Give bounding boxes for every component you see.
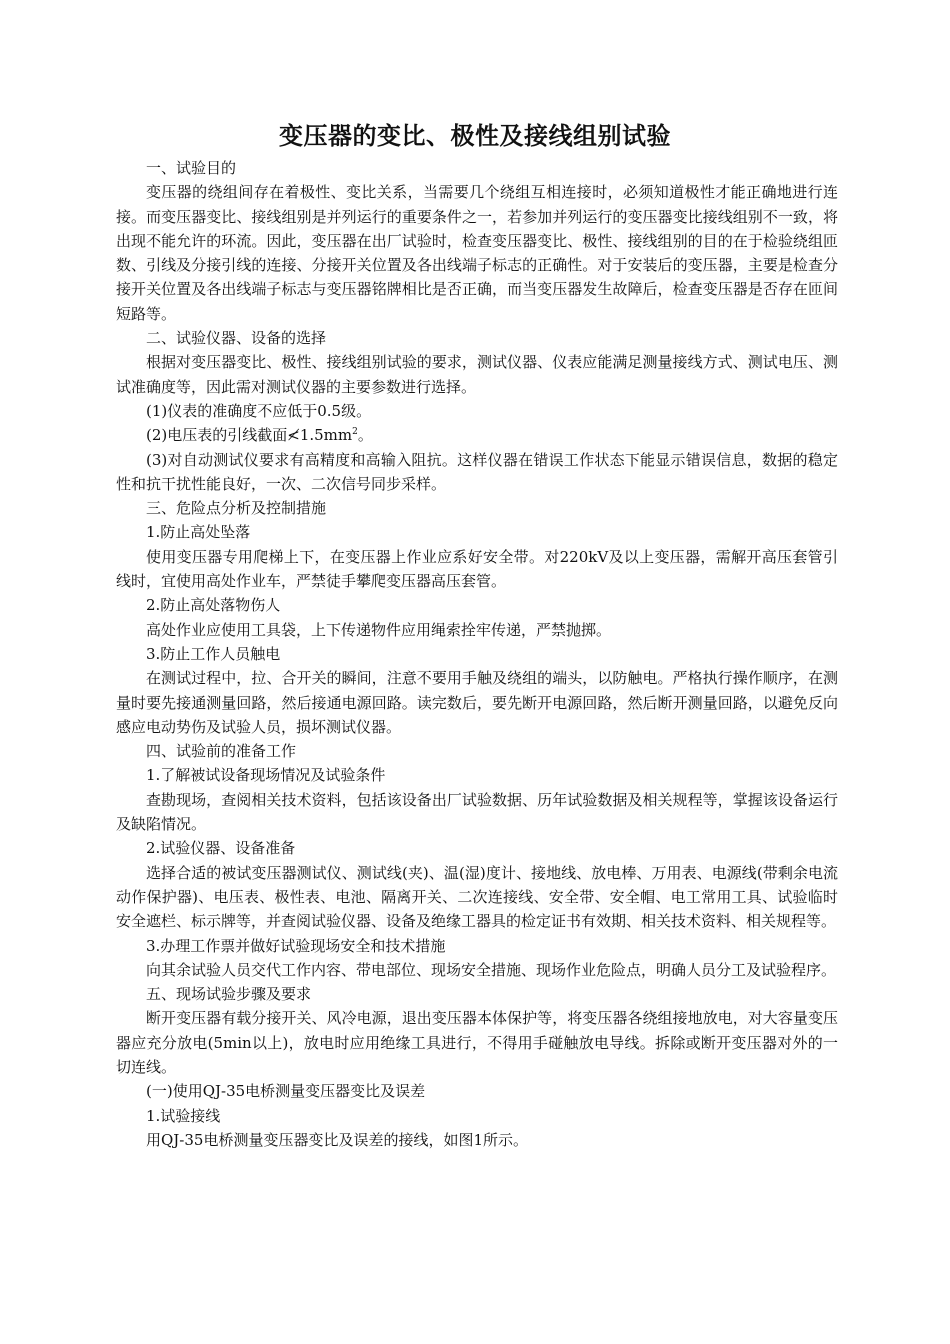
paragraph: 使用变压器专用爬梯上下，在变压器上作业应系好安全带。对220kV及以上变压器，需解开高压套管引线时，宜使用高处作业车，严禁徒手攀爬变压器高压套管。 xyxy=(116,547,838,591)
list-item: (3)对自动测试仪要求有高精度和高输入阻抗。这样仪器在错误工作状态下能显示错误信息，数据的稳定性和抗干扰性能良好，一次、二次信号同步采样。 xyxy=(116,450,838,493)
superscript: 2 xyxy=(352,427,358,438)
list-item xyxy=(116,423,838,447)
paragraph: 查勘现场，查阅相关技术资料，包括该设备出厂试验数据、历年试验数据及相关规程等，掌握该设备运行及缺陷情况。 xyxy=(116,790,838,834)
paragraph: 用QJ-35电桥测量变压器变比及误差的接线，如图1所示。 xyxy=(146,1130,529,1149)
subsection-heading: 1.防止高处坠落 xyxy=(146,523,251,542)
subsection-heading: (一)使用QJ-35电桥测量变压器变比及误差 xyxy=(146,1082,426,1101)
section-heading: 三、危险点分析及控制措施 xyxy=(146,499,327,518)
paragraph: 断开变压器有载分接开关、风冷电源，退出变压器本体保护等，将变压器各绕组接地放电，对大容量变压器应充分放电(5min以上)，放电时应用绝缘工具进行，不得用手碰触放电导线。拆除或断开变压器对外的一切连线。 xyxy=(116,1009,838,1076)
list-item-tail: 。 xyxy=(357,426,373,445)
document-title: 变压器的变比、极性及接线组别试验 xyxy=(279,122,671,150)
paragraph: 向其余试验人员交代工作内容、带电部位、现场安全措施、现场作业危险点，明确人员分工及试验程序。 xyxy=(146,960,837,979)
paragraph: 变压器的绕组间存在着极性、变比关系，当需要几个绕组互相连接时，必须知道极性才能正确地进行连接。而变压器变比、接线组别是并列运行的重要条件之一，若参加并列运行的变压器变比接线组别不一致，将出现不能允许的环流。因此，变压器在出厂试验时，检查变压器变比、极性、接线组别的目的在于检验绕组匝数、引线及分接引线的连接、分接开关位置及各出线端子标志的正确性。对于安装后的变压器，主要是检查分接开关位置及各出线端子标志与变压器铭牌相比是否正确，而当变压器发生故障后，检查变压器是否存在匝间短路等。 xyxy=(116,183,838,323)
section-heading: 二、试验仪器、设备的选择 xyxy=(146,329,327,348)
paragraph: 选择合适的被试变压器测试仪、测试线(夹)、温(湿)度计、接地线、放电棒、万用表、电源线(带剩余电流动作保护器)、电压表、极性表、电池、隔离开关、二次连接线、安全带、安全帽、电工常用工具、试验临时安全遮栏、标示牌等，并查阅试验仪器、设备及绝缘工器具的检定证书有效期、相关技术资料、相关规程等。 xyxy=(116,863,838,931)
subsection-heading: 3.防止工作人员触电 xyxy=(146,644,281,663)
document-body xyxy=(116,156,838,1152)
paragraph: 在测试过程中，拉、合开关的瞬间，注意不要用手触及绕组的端头，以防触电。严格执行操作顺序，在测量时要先接通测量回路，然后接通电源回路。读完数后，要先断开电源回路，然后断开测量回路，以避免反向感应电动势伤及试验人员，损坏测试仪器。 xyxy=(116,669,838,736)
section-heading: 一、试验目的 xyxy=(146,159,237,177)
list-item: (1)仪表的准确度不应低于0.5级。 xyxy=(146,401,372,420)
subsection-heading: 2.防止高处落物伤人 xyxy=(146,596,281,615)
subsection-heading: 2.试验仪器、设备准备 xyxy=(146,839,296,858)
paragraph: 高处作业应使用工具袋，上下传递物件应用绳索拴牢传递，严禁抛掷。 xyxy=(146,620,612,639)
section-heading: 四、试验前的准备工作 xyxy=(146,742,297,761)
paragraph: 根据对变压器变比、极性、接线组别试验的要求，测试仪器、仪表应能满足测量接线方式、测试电压、测试准确度等，因此需对测试仪器的主要参数进行选择。 xyxy=(116,353,838,396)
subsection-heading: 1.试验接线 xyxy=(146,1106,221,1125)
subsection-heading: 1.了解被试设备现场情况及试验条件 xyxy=(146,766,386,785)
list-item-text: (2)电压表的引线截面≮1.5mm xyxy=(146,426,353,445)
subsection-heading: 3.办理工作票并做好试验现场安全和技术措施 xyxy=(146,936,446,955)
section-heading: 五、现场试验步骤及要求 xyxy=(146,985,312,1004)
